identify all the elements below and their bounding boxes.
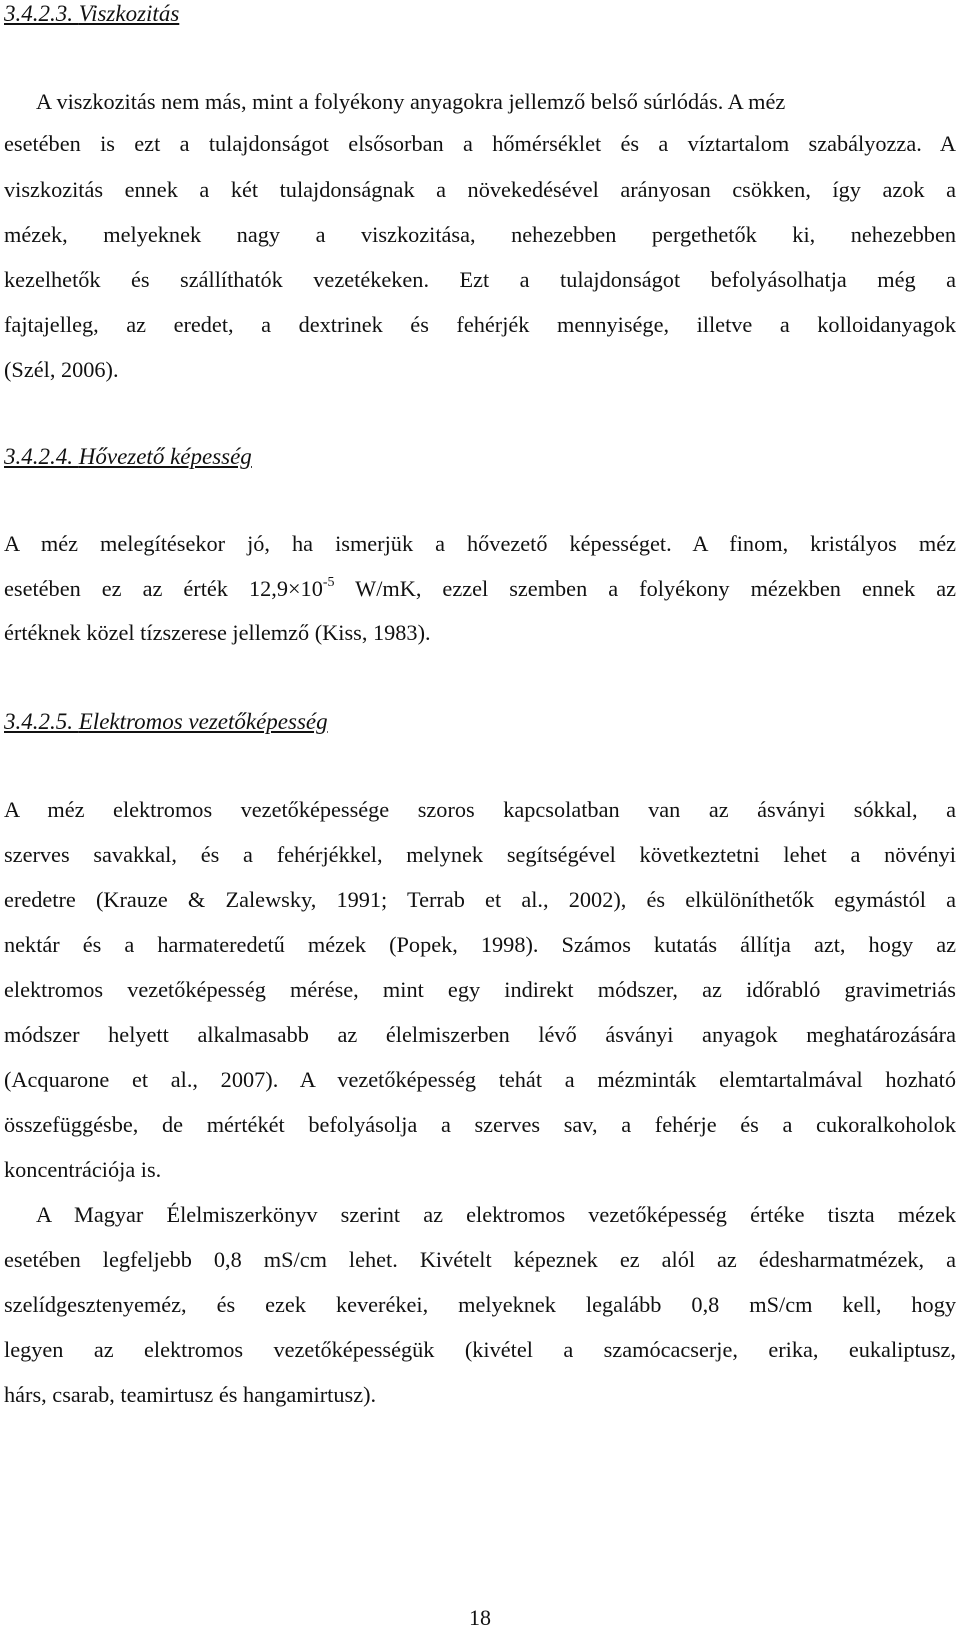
- paragraph-line: kezelhetők és szállíthatók vezetékeken. Ezt a tulajdonságot befolyásolhatja még a: [4, 267, 956, 292]
- paragraph-line: (Szél, 2006).: [4, 357, 119, 382]
- paragraph-line: szerves savakkal, és a fehérjékkel, melynek segítségével következtetni lehet a növényi: [4, 842, 956, 867]
- paragraph-line: összefüggésbe, de mértékét befolyásolja a szerves sav, a fehérje és a cukoralkoholok: [4, 1112, 956, 1137]
- paragraph-line: elektromos vezetőképesség mérése, mint egy indirekt módszer, az időrabló gravimetriás: [4, 977, 956, 1002]
- page-number: 18: [469, 1605, 491, 1630]
- paragraph-line: szelídgesztenyeméz, és ezek keverékei, melyeknek legalább 0,8 mS/cm kell, hogy: [4, 1292, 956, 1317]
- paragraph-line: értéknek közel tízszerese jellemző (Kiss, 1983).: [4, 620, 431, 645]
- paragraph-line: esetében legfeljebb 0,8 mS/cm lehet. Kivételt képeznek ez alól az édesharmatmézek, a: [4, 1247, 956, 1272]
- section-title: 3.4.2.5. Elektromos vezetőképesség: [4, 709, 328, 734]
- exponent: -5: [322, 575, 335, 590]
- paragraph-line: A viszkozitás nem más, mint a folyékony anyagokra jellemző belső súrlódás. A méz: [36, 89, 786, 114]
- paragraph-line: legyen az elektromos vezetőképességük (kivétel a szamócacserje, erika, eukaliptusz,: [4, 1337, 956, 1362]
- paragraph-line: hárs, csarab, teamirtusz és hangamirtusz).: [4, 1382, 377, 1407]
- paragraph-line: nektár és a harmateredetű mézek (Popek, 1998). Számos kutatás állítja azt, hogy az: [4, 932, 956, 957]
- paragraph-line: esetében is ezt a tulajdonságot elsősorban a hőmérséklet és a víztartalom szabályozza. A: [4, 131, 956, 156]
- section-title: 3.4.2.3. Viszkozitás: [4, 1, 180, 26]
- section-title: 3.4.2.4. Hővezető képesség: [4, 444, 252, 469]
- section-heading-viszkozitas: [4, 0, 179, 28]
- paragraph-line: módszer helyett alkalmasabb az élelmiszerben lévő ásványi anyagok meghatározására: [4, 1022, 956, 1047]
- paragraph-line-with-superscript: esetében ez az érték $12,9\times 10^{-5}$ W/mK, ezzel szemben a folyékony mézekben ennek az: [4, 575, 956, 601]
- paragraph-line: fajtajelleg, az eredet, a dextrinek és fehérjék mennyisége, illetve a kolloidanyagok: [4, 312, 956, 337]
- paragraph-line: A Magyar Élelmiszerkönyv szerint az elektromos vezetőképesség értéke tiszta mézek: [36, 1202, 956, 1227]
- paragraph-line: (Acquarone et al., 2007). A vezetőképesség tehát a mézminták elemtartalmával hozható: [4, 1067, 956, 1092]
- paragraph-line: A méz melegítésekor jó, ha ismerjük a hővezető képességet. A finom, kristályos méz: [4, 531, 956, 556]
- paragraph-line: viszkozitás ennek a két tulajdonságnak a növekedésével arányosan csökken, így azok a: [4, 177, 956, 202]
- paragraph-line: eredetre (Krauze & Zalewsky, 1991; Terrab et al., 2002), és elkülöníthetők egymástól a: [4, 887, 956, 912]
- section-heading-hovezeto: [4, 443, 252, 471]
- paragraph-line: koncentrációja is.: [4, 1157, 162, 1182]
- paragraph-line: A méz elektromos vezetőképessége szoros kapcsolatban van az ásványi sókkal, a: [4, 797, 956, 822]
- paragraph-line: mézek, melyeknek nagy a viszkozitása, nehezebben pergethetők ki, nehezebben: [4, 222, 956, 247]
- section-heading-elektromos: [4, 708, 328, 736]
